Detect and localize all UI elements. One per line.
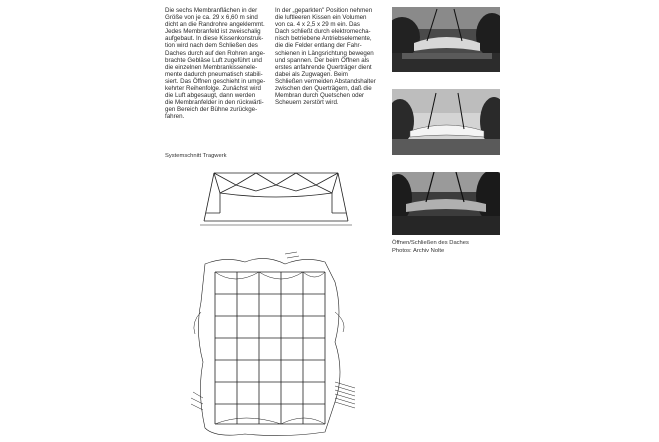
body-text-column-1: Die sechs Membranflächen in der Größe von je ca. 29 x 6,60 m sind dicht an die Randrohre angeklemmt. Jedes Membranfeld ist zweischalig aufgebaut. In diese Kissenkonstruk- tion wird nach dem Schließen des Daches durch auf den Rohren ange- brachte Gebläse Luft zugeführt und die einzelnen Membrankissenele- mente dadurch pneumatisch stabili- siert. Das Öffnen geschieht in umge- kehrter Reihenfolge. Zunächst wird die Luft abgesaugt, dann werden die Membranfelder in den rückwärti- gen Bereich der Bühne zurückge- fahren. bbox=[165, 7, 266, 121]
photo-credit: Photos: Archiv Nolte bbox=[392, 248, 445, 254]
photo-caption: Öffnen/Schließen des Daches bbox=[392, 240, 469, 246]
photo-roof-closed bbox=[392, 172, 500, 235]
diagram-label: Systemschnitt Tragwerk bbox=[165, 153, 227, 159]
photo-roof-open bbox=[392, 7, 500, 72]
photo-roof-closing bbox=[392, 89, 500, 155]
truss-section-drawing bbox=[196, 163, 356, 233]
roof-plan-drawing bbox=[185, 252, 365, 442]
body-text-column-2: In der „geparkten" Position nehmen die luftleeren Kissen ein Volumen von ca. 4 x 2,5 x 29 m ein. Das Dach schließt durch elektromecha- nisch betriebene Antriebselemente, die die Felder entlang der Fahr- schienen in Längsrichtung bewegen und spannen. Der beim Öffnen als erstes anfahrende Querträger dient dabei als Zugwagen. Beim Schließen vermeiden Abstandshalter zwischen den Querträgern, daß die Membran durch Quetschen oder Scheuern zerstört wird. bbox=[275, 7, 376, 107]
